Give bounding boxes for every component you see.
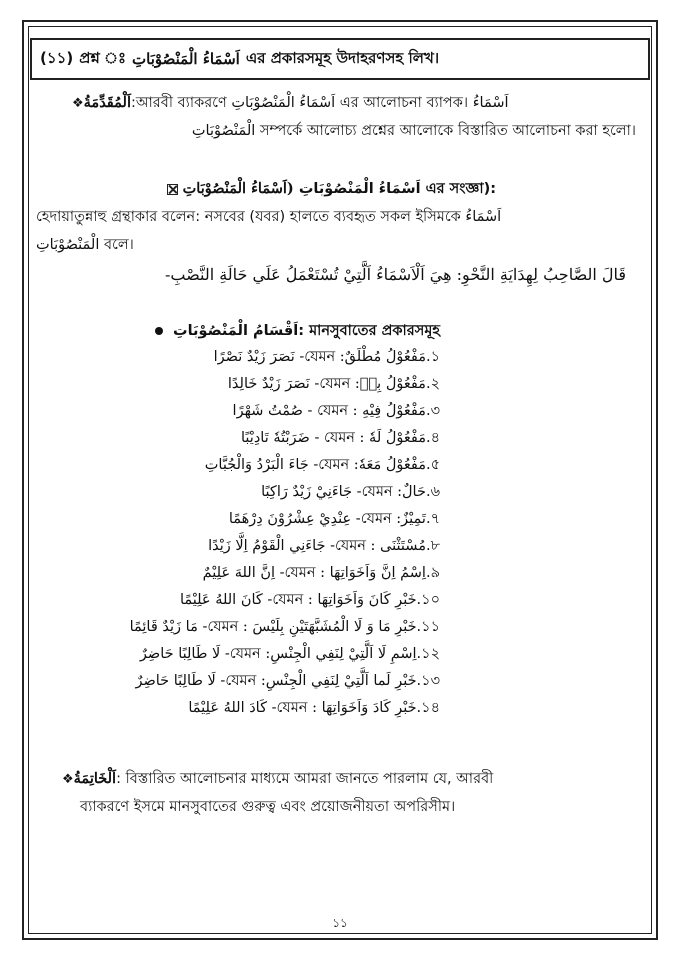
list-item: ১৪.خَبْرِ كَادَ وَاَخَوَاتِهَا : যেমন- كَادَ اللهُ عَلِيْمًا [188,700,440,716]
diamond-bullets-icon: ❖ [62,772,74,787]
intro-text-1: :আরবী ব্যাকরণে اَسْمَاءُ الْمَنْصُوْبَاتِ এর আলোচনা ব্যাপক। اَسْمَاءُ [130,95,509,111]
definition-arabic-quote: قَالَ الصَّاحِبُ لِهِدَايَةِ النَّحْوِ: هِيَ اَلْاَسْمَاءُ اَلَّتِيْ تُسْتَعْمَلُ عَلَي حَالَةِ النَّصْبِ- [165,265,626,284]
list-item: ৩.مَفْعُوْلُ فِيْهِ : যেমন - صُمْتُ شَهْرًا [232,403,440,419]
question-number: (১১) [40,48,74,67]
definition-heading-arabic: (اَسْمَاءُ الْمَنْصُوْبَاتِ [182,180,294,197]
list-item: ৫.مَفْعُوْلُ مَعَهٗ: যেমন- جَاءَ الْبَرْدُ وَالْجُبَّاتِ [204,457,440,473]
list-item: ১৩.خَبْرِ لَما اَلَّتِيْ لِنَفِي الْجِنْسِ: যেমন- لَا طَالِبًا حَاضِرٌ [135,673,440,689]
types-list [110,344,440,722]
list-item: ৯.اِسْمُ اِنَّ وَاَخَوَاتِهَا : যেমন- اِنَّ اللهَ عَلِيْمٌ [202,565,440,581]
definition-heading [36,176,496,202]
page-number: ১১ [332,916,348,930]
question-arabic-term: اَسْمَاءُ الْمَنْصُوْبَاتِ [132,50,240,68]
question-label: প্রশ্ন ঃ [79,48,127,67]
intro-line-1 [70,90,626,117]
checkbox-icon [167,184,178,195]
diamond-bullets-icon: ❖ [72,96,84,111]
definition-body-1: হেদায়াতুন্নাহু গ্রন্থাকার বলেন: নসবের (যবর) হালতে ব্যবহৃত সকল ইসিমকে اَسْمَاءُ [36,209,502,225]
intro-heading: اَلْمُقَدِّمَةُ [83,94,131,111]
list-item: ৭.تَمِيْزٌ: যেমন- عِنْدِيْ عِشْرُوْنَ دِرْهَمًا [228,511,440,527]
intro-line-2: الْمَنْصُوْبَاتِ সম্পর্কে আলোচ্য প্রশ্নের আলোকে বিস্তারিত আলোচনা করা হলো। [191,123,636,139]
question-text: এর প্রকারসমূহ উদাহরণসহ লিখ। [245,48,440,67]
list-item: ১১.خَبْرِ مَا وَ لَا الْمُشَبَّهَتَيْنِ بِلَيْسَ : যেমন- مَا زَيْدٌ قَائِمًا [129,619,440,635]
list-item: ৮.مُسْتَثْنَى : যেমন- جَاءَنِي الْقَوْمُ اِلَّا زَيْدًا [208,538,440,554]
conclusion-line-1 [60,766,646,793]
list-item: ২.مَفْعُوْلُ بِهٖ: যেমন- نَصَرَ زَيْدٌ خَالِدًا [227,376,440,392]
bullet-icon [155,327,163,335]
list-item: ১২.اِسْمِ لَا اَلَّتِيْ لِنَفِي الْجِنْسِ: যেমন- لَا طَالِبًا حَاضِرٌ [139,646,440,662]
definition-heading-text: اَسْمَاءُ الْمَنْصُوْبَاتِ এর সংজ্ঞা): [298,181,496,197]
types-heading-text: اَقْسَامُ الْمَنْصُوْبَاتِ: মানসুবাতের প্রকারসমূহ [173,323,440,339]
list-item: ১.مَفْعُوْلُ مُطْلَقٌ: যেমন- نَصَرَ زَيْدٌ نَصْرًا [213,349,440,365]
question-header [30,38,650,80]
conclusion-heading: اَلْخَاتِمَةُ [73,770,117,787]
types-heading [110,318,440,344]
conclusion-line-2: ব্যাকরণে ইসমে মানসুবাতের গুরুত্ব এবং প্রয়োজনীয়তা অপরিসীম। [80,799,456,815]
list-item: ৬.حَالٌ: যেমন- جَاءَنِيْ زَيْدٌ رَاكِبًا [261,484,440,500]
definition-body-2: الْمَنْصُوْبَاتِ বলে। [36,237,134,253]
conclusion-text-1: : বিস্তারিত আলোচনার মাধ্যমে আমরা জানতে পারলাম যে, আরবী [116,771,494,787]
list-item: ৪.مَفْعُوْلُ لَهٗ : যেমন - ضَرَبْتُهٗ تَادِيْبًا [241,430,440,446]
list-item: ১০.خَبْرِ كَانَ وَاَخَوَاتِهَا : যেমন- كَانَ اللهُ عَلِيْمًا [179,592,440,608]
